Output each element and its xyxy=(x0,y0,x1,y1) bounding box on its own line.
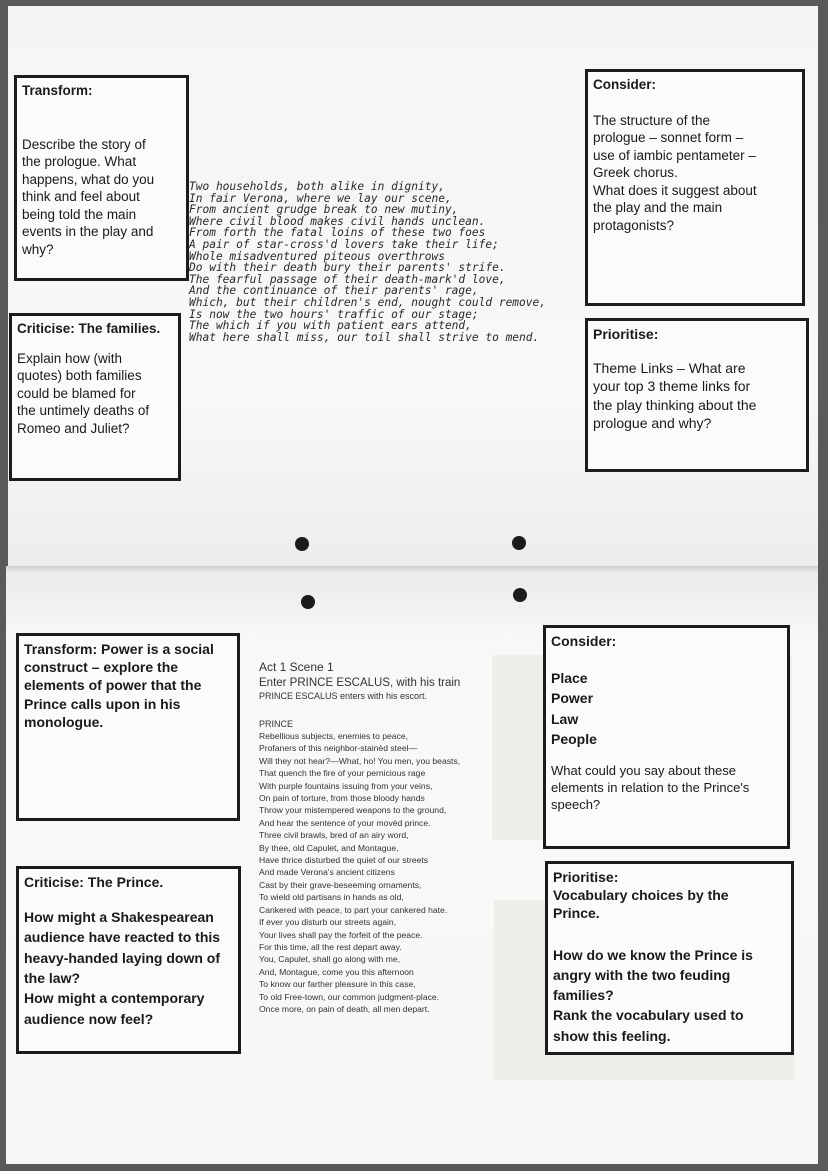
consider-body: The structure of the prologue – sonnet form – use of iambic pentameter – Greek chorus. What does it suggest about the play and the main protagonists? xyxy=(593,112,757,233)
transform-heading: Transform: xyxy=(22,83,93,98)
consider-heading: Consider: xyxy=(593,77,657,92)
speech-line: Profaners of this neighbor-stainèd steel— xyxy=(259,743,418,754)
consider-elements-question: What could you say about these elements in relation to the Prince's speech? xyxy=(551,763,750,813)
transform-box-prologue xyxy=(14,75,189,281)
prioritise-heading: Prioritise: xyxy=(593,326,659,342)
speech-line: Cast by their grave-beseeming ornaments, xyxy=(259,879,422,890)
prioritise-vocab-body: How do we know the Prince is angry with the two feuding families? Rank the vocabulary used to show this feeling. xyxy=(553,946,753,1044)
criticise-prince-heading: Criticise: The Prince. xyxy=(24,874,164,890)
prologue-line: From ancient grudge break to new mutiny, xyxy=(189,203,459,217)
speech-line: Rebellious subjects, enemies to peace, xyxy=(259,731,409,741)
consider-elements-list: Place Power Law People xyxy=(551,670,597,748)
prologue-line: Whole misadventured piteous overthrows xyxy=(189,249,445,263)
speech-line: And made Verona's ancient citizens xyxy=(259,867,395,878)
prince-speech xyxy=(259,730,519,1015)
speech-line: On pain of torture, from those bloody hands xyxy=(259,793,425,804)
speech-line: And hear the sentence of your movèd prince. xyxy=(259,817,431,828)
page-fold-shadow xyxy=(6,566,818,574)
scene-entrance: Enter PRINCE ESCALUS, with his train xyxy=(259,677,461,689)
speech-line: To wield old partisans in hands as old, xyxy=(259,892,404,903)
speech-line: By thee, old Capulet, and Montague, xyxy=(259,842,399,853)
speech-line: With purple fountains issuing from your veins, xyxy=(259,780,433,791)
prologue-line: Where civil blood makes civil hands unclean. xyxy=(189,214,486,228)
speech-line: To know our farther pleasure in this case, xyxy=(259,979,416,990)
speech-line: Will they not hear?—What, ho! You men, you beasts, xyxy=(259,755,461,766)
prioritise-box-vocabulary xyxy=(545,861,794,1055)
consider-elements-heading: Consider: xyxy=(551,633,617,649)
prologue-sonnet xyxy=(189,181,546,343)
scene-speaker: PRINCE xyxy=(259,719,294,729)
speech-line: Cankered with peace, to part your cankered hate. xyxy=(259,904,448,915)
prologue-line: Which, but their children's end, nought could remove, xyxy=(189,295,546,309)
prioritise-body: Theme Links – What are your top 3 theme links for the play thinking about the prologue and why? xyxy=(593,360,757,431)
prioritise-box-themes xyxy=(585,318,809,472)
punch-hole xyxy=(295,537,309,551)
prologue-line: From forth the fatal loins of these two foes xyxy=(189,226,486,240)
speech-line: That quench the fire of your pernicious rage xyxy=(259,768,426,779)
scene-extract xyxy=(259,660,519,1015)
transform-body: Describe the story of the prologue. What happens, what do you think and feel about being told the main events in the play and why? xyxy=(22,136,155,257)
scene-stage-direction: PRINCE ESCALUS enters with his escort. xyxy=(259,691,428,701)
prologue-line: In fair Verona, where we lay our scene, xyxy=(189,191,452,205)
prologue-line: A pair of star-cross'd lovers take their life; xyxy=(189,237,499,251)
transform-power-heading: Transform: Power is a social construct – explore the elements of power that the Prince calls upon in his monologue. xyxy=(24,641,214,730)
prologue-line: Do with their death bury their parents' strife. xyxy=(189,261,506,275)
speech-line: Your lives shall pay the forfeit of the peace. xyxy=(259,929,423,940)
speech-line: Three civil brawls, bred of an airy word, xyxy=(259,830,409,841)
prologue-line: The fearful passage of their death-mark'd love, xyxy=(189,272,506,286)
criticise-box-families xyxy=(9,313,181,481)
punch-hole xyxy=(301,595,315,609)
speech-line: Have thrice disturbed the quiet of our streets xyxy=(259,855,429,866)
prologue-line: Is now the two hours' traffic of our stage; xyxy=(189,307,479,321)
consider-box-elements xyxy=(543,625,790,849)
transform-box-power xyxy=(16,633,240,821)
scene-title: Act 1 Scene 1 xyxy=(259,660,334,674)
criticise-body: Explain how (with quotes) both families could be blamed for the untimely deaths of Romeo and Juliet? xyxy=(17,350,150,436)
prologue-line: Two households, both alike in dignity, xyxy=(189,180,445,193)
speech-line: For this time, all the rest depart away. xyxy=(259,941,402,952)
speech-line: To old Free-town, our common judgment-place. xyxy=(259,991,440,1002)
criticise-heading: Criticise: The families. xyxy=(17,321,161,336)
criticise-prince-body: How might a Shakespearean audience have reacted to this heavy-handed laying down of the law? How might a contemporary audience now feel? xyxy=(24,909,221,1027)
speech-line: If ever you disturb our streets again, xyxy=(259,917,397,928)
speech-line: Throw your mistempered weapons to the ground, xyxy=(259,805,447,816)
consider-box-structure xyxy=(585,69,805,306)
punch-hole xyxy=(512,536,526,550)
speech-line: You, Capulet, shall go along with me, xyxy=(259,954,401,965)
speech-line: Once more, on pain of death, all men depart. xyxy=(259,1003,430,1014)
prologue-line: And the continuance of their parents' rage, xyxy=(189,284,479,298)
punch-hole xyxy=(513,588,527,602)
criticise-box-prince xyxy=(16,866,241,1054)
prioritise-vocab-heading: Prioritise: Vocabulary choices by the Prince. xyxy=(553,869,729,922)
prologue-line: What here shall miss, our toil shall strive to mend. xyxy=(189,330,540,344)
speech-line: And, Montague, come you this afternoon xyxy=(259,966,414,977)
prologue-line: The which if you with patient ears attend, xyxy=(189,319,472,333)
